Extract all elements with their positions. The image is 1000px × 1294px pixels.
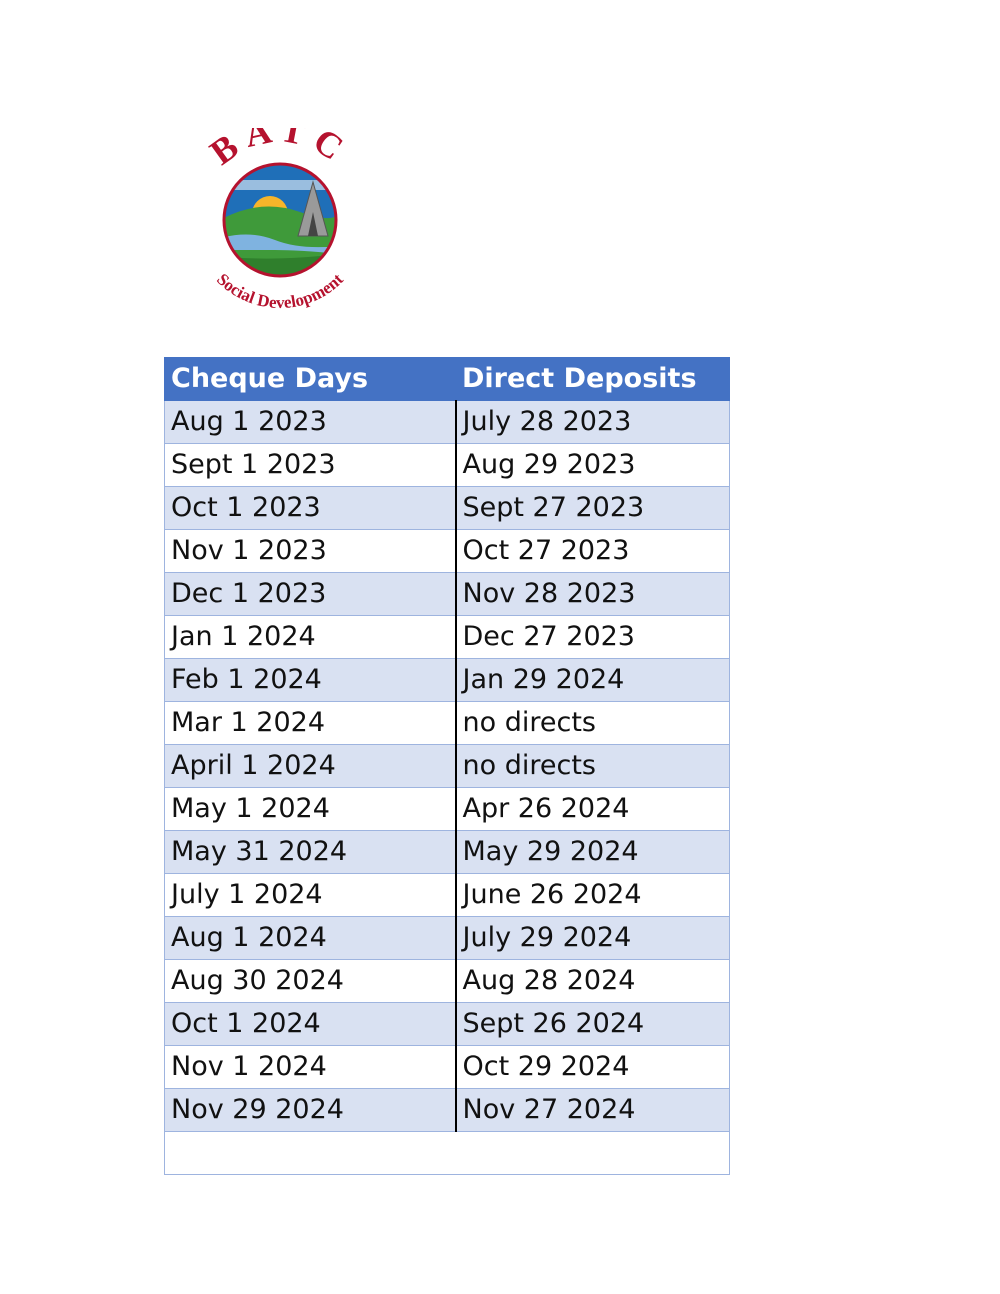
table-header-row	[165, 358, 730, 401]
cheque-day-cell: Sept 1 2023	[165, 444, 456, 487]
direct-deposit-cell: Apr 26 2024	[456, 788, 730, 831]
table-row	[165, 573, 730, 616]
direct-deposit-cell: no directs	[456, 745, 730, 788]
direct-deposit-cell: Oct 29 2024	[456, 1046, 730, 1089]
logo-title: BATC	[202, 128, 358, 173]
direct-deposit-cell: June 26 2024	[456, 874, 730, 917]
cheque-day-cell: May 1 2024	[165, 788, 456, 831]
cheque-day-cell: Oct 1 2023	[165, 487, 456, 530]
table-row	[165, 530, 730, 573]
table-row	[165, 960, 730, 1003]
direct-deposit-cell: no directs	[456, 702, 730, 745]
cheque-day-cell: May 31 2024	[165, 831, 456, 874]
batc-logo-graphic	[180, 128, 380, 328]
cheque-day-cell: Nov 1 2023	[165, 530, 456, 573]
direct-deposit-cell: Aug 29 2023	[456, 444, 730, 487]
cheque-day-cell: Nov 1 2024	[165, 1046, 456, 1089]
cheque-day-cell: Aug 1 2024	[165, 917, 456, 960]
table-row	[165, 745, 730, 788]
table-row	[165, 1089, 730, 1132]
direct-deposit-cell: May 29 2024	[456, 831, 730, 874]
direct-deposit-cell: Aug 28 2024	[456, 960, 730, 1003]
table-row	[165, 487, 730, 530]
direct-deposit-cell: Dec 27 2023	[456, 616, 730, 659]
table-row	[165, 788, 730, 831]
direct-deposit-cell: Nov 28 2023	[456, 573, 730, 616]
cheque-day-cell: Aug 30 2024	[165, 960, 456, 1003]
table-row	[165, 1046, 730, 1089]
cheque-day-cell: Jan 1 2024	[165, 616, 456, 659]
table-row	[165, 917, 730, 960]
empty-cell	[165, 1132, 730, 1175]
table-row	[165, 874, 730, 917]
table-body	[165, 401, 730, 1175]
table-row	[165, 1003, 730, 1046]
direct-deposit-cell: July 28 2023	[456, 401, 730, 444]
cheque-day-cell: Feb 1 2024	[165, 659, 456, 702]
cheque-day-cell: July 1 2024	[165, 874, 456, 917]
header-direct-deposits: Direct Deposits	[456, 358, 730, 401]
direct-deposit-cell: Oct 27 2023	[456, 530, 730, 573]
direct-deposit-cell: Nov 27 2024	[456, 1089, 730, 1132]
table-row	[165, 831, 730, 874]
cheque-day-cell: Oct 1 2024	[165, 1003, 456, 1046]
direct-deposit-cell: Sept 26 2024	[456, 1003, 730, 1046]
direct-deposit-cell: Sept 27 2023	[456, 487, 730, 530]
payment-schedule-table	[164, 357, 730, 1175]
table-row	[165, 659, 730, 702]
cheque-day-cell: Mar 1 2024	[165, 702, 456, 745]
direct-deposit-cell: Jan 29 2024	[456, 659, 730, 702]
header-cheque-days: Cheque Days	[165, 358, 456, 401]
table-row	[165, 616, 730, 659]
table-row	[165, 702, 730, 745]
cheque-day-cell: Dec 1 2023	[165, 573, 456, 616]
cheque-day-cell: Aug 1 2023	[165, 401, 456, 444]
table-row	[165, 401, 730, 444]
table-empty-row	[165, 1132, 730, 1175]
cheque-day-cell: Nov 29 2024	[165, 1089, 456, 1132]
logo-subtitle: Social Development	[213, 269, 347, 313]
batc-logo	[180, 128, 380, 328]
cheque-day-cell: April 1 2024	[165, 745, 456, 788]
direct-deposit-cell: July 29 2024	[456, 917, 730, 960]
table-row	[165, 444, 730, 487]
